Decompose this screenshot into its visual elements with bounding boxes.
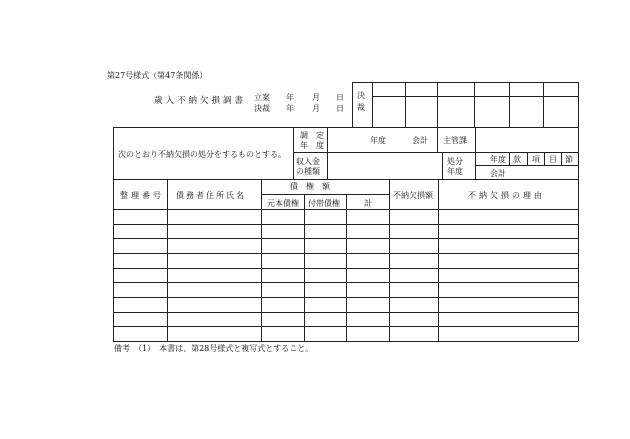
table-col-line [438,179,439,341]
col-saimusha: 債務者住所氏名 [176,191,246,200]
kessai-year: 年 [286,104,294,113]
table-col-line [389,179,390,341]
shobun-kaikei: 会計 [490,169,506,178]
chotei-label-1: 調 定 [300,131,324,140]
col-futai: 付帯債権 [308,199,340,208]
info-divider [437,127,438,152]
shobun-nendo: 年度 [490,155,506,164]
shobun-moku: 目 [549,155,557,164]
document-title: 歳入不納欠損調書 [154,96,247,106]
shobun-split-line [475,165,578,166]
shobun-kou: 項 [532,155,540,164]
approval-grid-col [405,82,406,127]
chotei-label-2: 年 度 [300,141,324,150]
table-header-top [113,179,578,180]
col-funou-gaku: 不納欠損額 [393,191,433,200]
saiken-sub-line [261,194,389,195]
approval-grid-col [509,82,510,127]
shunyukin-label-2: の種類 [296,167,320,176]
table-col-line [346,194,347,341]
shobun-setsu: 節 [565,155,573,164]
approval-grid-col [372,82,373,127]
col-saiken-gaku: 債 権 額 [290,182,330,191]
kessai-label: 決裁 [254,104,270,113]
col-kei: 計 [364,199,372,208]
table-bottom [113,341,578,342]
form-left-border [113,127,114,341]
shukan-ka-label: 主管課 [443,136,467,145]
approval-grid-mid [372,96,578,97]
info-divider [475,127,476,152]
info-divider [293,127,294,179]
shobun-divider [561,152,562,165]
info-mid-line [293,152,578,153]
kessai-day: 日 [336,104,344,113]
footnote: 備考 （1） 本書は、第28号様式と複写式とすること。 [114,344,314,353]
shobun-kan: 款 [513,155,521,164]
shunyukin-label-1: 収入金 [296,157,320,166]
table-col-line [167,179,168,341]
ritsuan-day: 日 [336,93,344,102]
info-divider [442,152,443,179]
approval-grid-col [543,82,544,127]
approval-grid-left [352,82,353,127]
statement-text: 次のとおり不納欠損の処分をするものとする。 [118,150,286,159]
approval-grid-top [352,82,578,83]
shobun-label-1: 処分 [447,157,463,166]
shobun-divider [509,152,510,165]
info-top-line [113,127,578,128]
form-right-border [578,127,579,341]
approval-grid-col [474,82,475,127]
chotei-kaikei: 会計 [412,136,428,145]
ritsuan-year: 年 [286,93,294,102]
kessai-stamp-bottom: 裁 [357,103,365,112]
chotei-nendo: 年度 [370,136,386,145]
approval-grid-col [437,82,438,127]
approval-grid-right [578,82,579,127]
shobun-label-2: 年度 [447,167,463,176]
kessai-stamp-top: 決 [357,91,365,100]
col-ganpon: 元本債権 [267,199,299,208]
table-col-line [304,194,305,341]
info-divider [475,152,476,179]
form-number: 第27号様式（第47条関係） [107,71,208,80]
info-divider [327,127,328,179]
col-seiri-bango: 整理番号 [120,191,164,200]
shobun-divider [544,152,545,165]
ritsuan-label: 立案 [254,93,270,102]
ritsuan-month: 月 [312,93,320,102]
shobun-divider [527,152,528,165]
col-funou-riyu: 不納欠損の理由 [468,191,545,200]
table-col-line [261,179,262,341]
kessai-month: 月 [312,104,320,113]
